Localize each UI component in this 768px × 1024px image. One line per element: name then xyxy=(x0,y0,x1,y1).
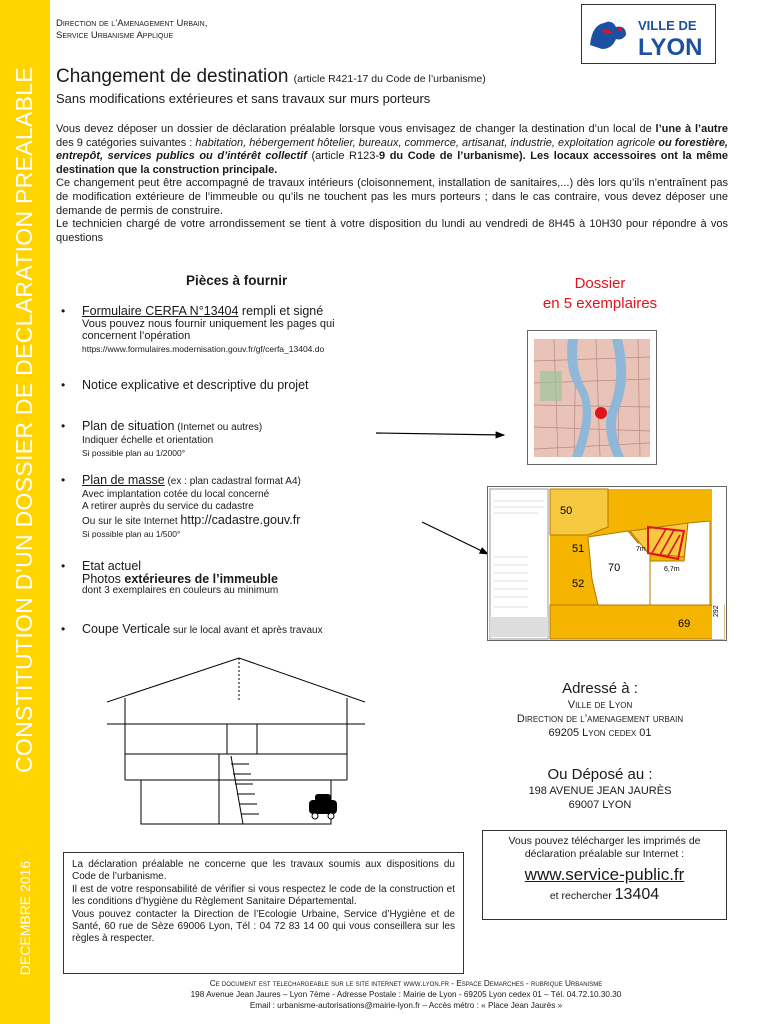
item-title-rest: (ex : plan cadastral format A4) xyxy=(164,476,301,487)
lion-emblem-icon xyxy=(582,5,715,63)
pieces-heading: Pièces à fournir xyxy=(186,273,288,288)
sidebar-title: CONSTITUTION D’UN DOSSIER DE DECLARATION PREALABLE xyxy=(11,67,37,773)
title-ref: (article R421-17 du Code de l’urbanisme) xyxy=(293,73,486,85)
intro-paragraph-3: Le technicien chargé de votre arrondissement se tient à votre disposition du lundi au vendredi de 8H45 à 10H30 pour répondre à vos questions xyxy=(56,218,728,244)
search-label: et rechercher xyxy=(549,890,612,902)
bullet-icon: • xyxy=(61,304,66,318)
cerfa-url: https://www.formulaires.modernisation.gouv.fr/gf/cerfa_13404.do xyxy=(82,343,325,354)
vertical-section-drawing xyxy=(107,654,365,826)
direction-block xyxy=(56,18,207,42)
dimension-label: 6,7m xyxy=(664,566,680,573)
intro-p1-b: l’une à l’autre xyxy=(655,123,728,135)
page-subtitle: Sans modifications extérieures et sans travaux sur murs porteurs xyxy=(56,91,431,106)
list-item xyxy=(56,474,301,541)
list-item xyxy=(56,379,309,392)
sidebar-date: DECEMBRE 2016 xyxy=(17,860,33,976)
note-paragraph: Vous pouvez contacter la Direction de l’Ecologie Urbaine, Service d’Hygiène et de Santé, 60 rue de Sèze 69006 Lyon, Tél : 04 72 83 14 00 qui vous conseillera sur les règles à respecter. xyxy=(72,908,455,945)
list-item xyxy=(56,623,323,638)
item-title: Formulaire CERFA N°13404 xyxy=(82,304,239,318)
location-marker xyxy=(595,407,607,419)
arrow-to-cadastre xyxy=(422,522,488,554)
intro-p1-e: ou forestière, entrepôt, services publics ou d’intérêt collectif xyxy=(56,136,728,163)
footer-line: Ce document est telechargeable sur le site internet www.lyon.fr - Espace Demarches - rubrique Urbanisme xyxy=(209,979,603,988)
intro-p1-c: des 9 catégories suivantes : xyxy=(56,136,196,149)
item-line: Si possible plan au 1/500° xyxy=(82,529,181,539)
direction-line-2: Service Urbanisme Applique xyxy=(56,30,174,41)
parcel-label: 70 xyxy=(608,562,621,574)
footer-line: 198 Avenue Jean Jaures – Lyon 7ème - Adresse Postale : Mairie de Lyon - 69205 Lyon cedex 01 – Tél. 04.72.10.30.30 xyxy=(190,990,622,999)
deposit-block xyxy=(470,766,730,812)
note-paragraph: La déclaration préalable ne concerne que les travaux soumis aux dispositions du Code de l’urbanisme. xyxy=(72,859,455,883)
address-block xyxy=(470,680,730,740)
list-item xyxy=(56,420,262,460)
item-title: Plan de situation xyxy=(82,419,175,433)
item-title-rest: rempli et signé xyxy=(238,304,324,318)
service-public-link[interactable]: www.service-public.fr xyxy=(524,865,685,884)
item-line: Vous pouvez nous fournir uniquement les pages qui xyxy=(82,317,335,330)
footer-line: Email : urbanisme-autorisations@mairie-lyon.fr – Accès métro : « Place Jean Jaurès » xyxy=(249,1001,563,1010)
title-main: Changement de destination xyxy=(56,66,289,87)
note-box xyxy=(63,852,464,974)
list-item xyxy=(56,305,335,355)
deposit-line: 198 AVENUE JEAN JAURÈS xyxy=(528,785,672,797)
item-line: A retirer auprès du service du cadastre xyxy=(82,501,254,512)
download-line: Vous pouvez télécharger les imprimés de xyxy=(508,835,701,847)
item-line: Ou sur le site Internet xyxy=(82,515,181,527)
address-heading: Adressé à : xyxy=(562,680,638,697)
item-line: Indiquer échelle et orientation xyxy=(82,434,214,446)
svg-text:LYON: LYON xyxy=(638,34,703,61)
intro-text xyxy=(56,123,728,245)
intro-p1-d: habitation, hébergement hôtelier, bureaux, commerce, artisanat, industrie, exploitation agricole xyxy=(195,136,656,149)
address-line: Ville de Lyon xyxy=(567,699,633,711)
page-title xyxy=(56,66,486,88)
item-title: Coupe Verticale xyxy=(82,622,171,636)
deposit-line: 69007 LYON xyxy=(568,799,632,811)
parcel-label: 52 xyxy=(572,578,585,590)
item-line: dont 3 exemplaires en couleurs au minimum xyxy=(82,585,279,596)
parcel-label: 51 xyxy=(572,543,585,555)
parcel-label: 69 xyxy=(678,618,691,630)
ville-de-lyon-logo xyxy=(581,4,716,64)
intro-p1-a: Vous devez déposer un dossier de déclaration préalable lorsque vous envisagez de changer la destination d’un local de xyxy=(56,123,656,135)
dimension-label: 292 xyxy=(713,605,720,617)
item-title-rest: (Internet ou autres) xyxy=(174,422,263,433)
situation-map xyxy=(527,330,657,465)
bullet-icon: • xyxy=(61,559,66,573)
download-line: déclaration préalable sur Internet : xyxy=(524,848,685,860)
dossier-line-1: Dossier xyxy=(574,275,626,292)
item-title: Notice explicative et descriptive du projet xyxy=(82,378,309,392)
item-title-rest: sur le local avant et après travaux xyxy=(170,625,323,636)
car-icon xyxy=(309,800,337,814)
cadastre-url: http://cadastre.gouv.fr xyxy=(180,512,301,527)
search-value: 13404 xyxy=(614,886,660,903)
svg-text:VILLE DE: VILLE DE xyxy=(638,18,697,33)
bullet-icon: • xyxy=(61,473,66,487)
download-box xyxy=(482,830,727,920)
note-paragraph: Il est de votre responsabilité de vérifier si vous respectez le code de la construction et les conditions d’hygiène du Règlement Sanitaire Départemental. xyxy=(72,883,455,908)
dimension-label: 7m xyxy=(636,546,646,553)
bullet-icon: • xyxy=(61,378,66,392)
footer xyxy=(56,978,756,1011)
direction-line-1: Direction de l’Amenagement Urbain, xyxy=(56,18,208,29)
sidebar-band xyxy=(0,0,50,1024)
intro-paragraph-1 xyxy=(56,123,728,177)
item-line: Avec implantation cotée du local concerné xyxy=(82,488,270,500)
intro-paragraph-2: Ce changement peut être accompagné de travaux intérieurs (cloisonnement, installation de sanitaires,...) dès lors qu’ils n’entraînent pas de modification extérieure de l’immeuble ou qu’ils ne touchent pas les murs porteurs ; dans le cas contraire, vous devez déposer une demande de permis de construire. xyxy=(56,177,728,217)
bullet-icon: • xyxy=(61,622,66,636)
cadastre-plan xyxy=(487,486,727,641)
item-line: Si possible plan au 1/2000° xyxy=(82,448,186,458)
dossier-count xyxy=(535,274,665,314)
parcel-label: 50 xyxy=(560,505,573,517)
arrow-to-map xyxy=(376,433,504,435)
intro-p1-f: (article R123- xyxy=(306,150,380,163)
bullet-icon: • xyxy=(61,419,66,433)
intro-p1-g: 9 du Code de l’urbanisme). Les locaux accessoires ont la même destination que la construction principale. xyxy=(56,150,728,176)
dossier-line-2: en 5 exemplaires xyxy=(542,295,658,312)
item-line: Photos xyxy=(82,571,125,586)
address-line: 69205 Lyon cedex 01 xyxy=(548,727,652,739)
address-line: Direction de l’amenagement urbain xyxy=(516,713,684,725)
list-item xyxy=(56,560,278,598)
item-title: Plan de masse xyxy=(82,473,165,487)
item-title: Etat actuel xyxy=(82,559,142,573)
item-line-bold: extérieures de l’immeuble xyxy=(124,571,278,586)
item-line: concernent l’opération xyxy=(82,330,191,342)
deposit-heading: Ou Déposé au : xyxy=(547,766,653,783)
